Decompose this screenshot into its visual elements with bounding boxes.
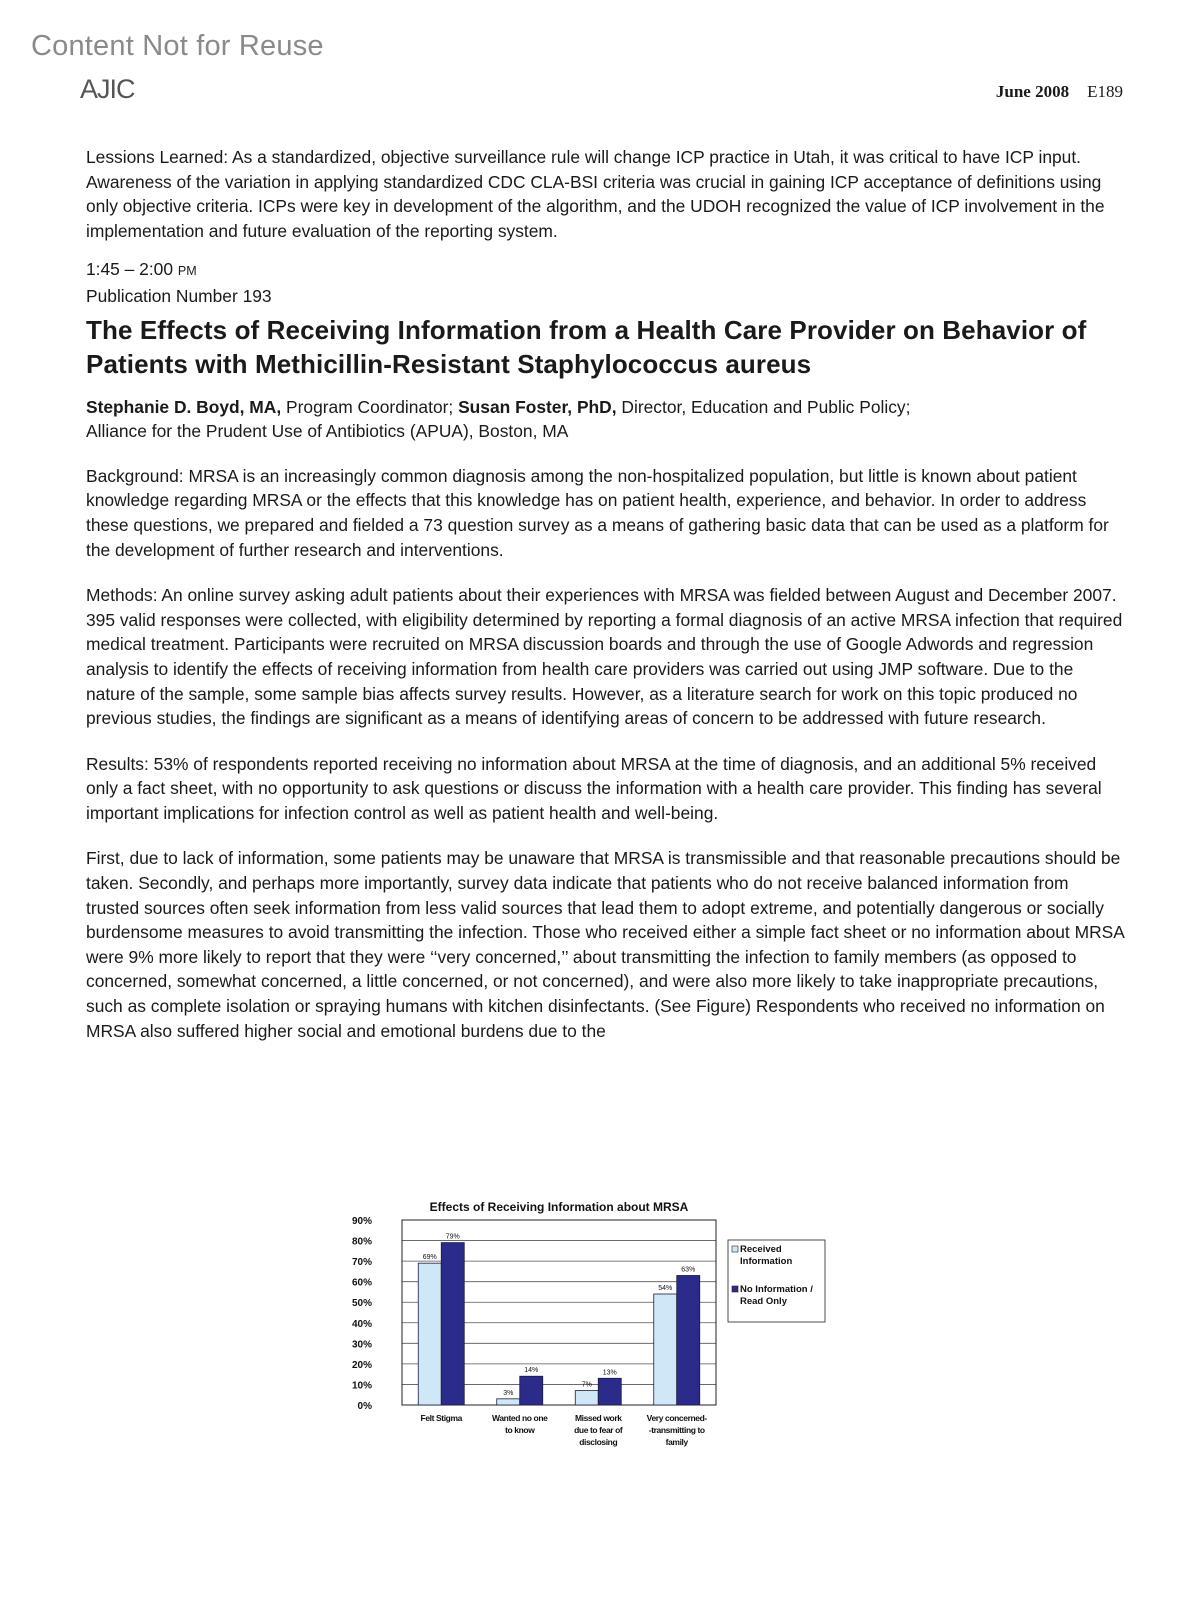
page-header bbox=[996, 82, 1123, 102]
data-label: 14% bbox=[524, 1367, 539, 1375]
x-category-label: Very concerned- bbox=[646, 1413, 707, 1423]
page-number: E189 bbox=[1087, 82, 1123, 101]
publication-number: Publication Number 193 bbox=[86, 285, 272, 306]
background-paragraph: Background: MRSA is an increasingly common diagnosis among the non-hospitalized population, but little is known about patient knowledge regarding MRSA or the effects that this knowledge has on patient health, experience, and behavior. In order to address these questions, we prepared and fielded a 73 question survey as a means of gathering basic data that can be used as a platform for the development of further research and interventions. bbox=[86, 465, 1109, 560]
data-label: 69% bbox=[422, 1254, 437, 1262]
x-category-label: Wanted no one bbox=[492, 1413, 548, 1423]
y-tick-label: 10% bbox=[351, 1380, 372, 1392]
data-label: 7% bbox=[581, 1381, 592, 1389]
bar-no-information bbox=[520, 1376, 543, 1405]
data-label: 54% bbox=[658, 1285, 673, 1292]
author-1-name: Stephanie D. Boyd, MA, bbox=[86, 396, 282, 417]
legend-label: No Information / bbox=[740, 1284, 813, 1295]
issue-date: June 2008 bbox=[995, 82, 1070, 101]
legend-label: Received bbox=[740, 1244, 782, 1255]
x-category-label: disclosing bbox=[579, 1437, 618, 1447]
y-tick-label: 0% bbox=[357, 1401, 372, 1412]
chart-title: Effects of Receiving Information about MRSA bbox=[429, 1200, 689, 1214]
chart-svg bbox=[340, 1182, 860, 1502]
bar-no-information bbox=[441, 1243, 464, 1405]
y-tick-label: 40% bbox=[351, 1318, 372, 1330]
y-tick-label: 80% bbox=[351, 1236, 372, 1248]
bar-received-information bbox=[575, 1391, 598, 1405]
y-tick-label: 30% bbox=[351, 1339, 372, 1351]
x-category-label: family bbox=[665, 1437, 688, 1447]
x-category-label: Missed work bbox=[574, 1413, 622, 1423]
data-label: 79% bbox=[445, 1233, 460, 1241]
legend-swatch bbox=[732, 1286, 738, 1292]
discussion-paragraph: First, due to lack of information, some patients may be unaware that MRSA is transmissible and that reasonable precautions should be taken. Secondly, and perhaps more importantly, survey data indicate that patients who do not receive balanced information from trusted sources often seek information from less valid sources that lead them to adopt extreme, and potentially dangerous or socially burdensome measures to avoid transmitting the infection. Those who received either a simple fact sheet or no information about MRSA were 9% more likely to report that they were ‘‘very concerned,’’ about transmitting the infection to family members (as opposed to concerned, somewhat concerned, a little concerned, or not concerned), and were also more likely to take inappropriate precautions, such as complete isolation or spraying humans with kitchen disinfectants. (See Figure) Respondents who received no information on MRSA also suffered higher social and emotional burdens due to the bbox=[86, 848, 1124, 1041]
bar-received-information bbox=[418, 1263, 441, 1405]
y-tick-label: 60% bbox=[351, 1277, 372, 1289]
time-range: 1:45 – 2:00 bbox=[86, 259, 174, 280]
author-2-role: Director, Education and Public Policy; bbox=[616, 396, 911, 417]
methods-paragraph: Methods: An online survey asking adult patients about their experiences with MRSA was fielded between August and December 2007. 395 valid responses were collected, with eligibility determined by reporting a formal diagnosis of an active MRSA infection that required medical treatment. Participants were recruited on MRSA discussion boards and through the use of Google Adwords and regression analysis to identify the effects of receiving information from health care providers was carried out using JMP software. Due to the nature of the sample, some sample bias affects survey results. However, as a literature search for work on this topic produced no previous studies, the findings are significant as a means of identifying areas of concern to be addressed with future research. bbox=[86, 585, 1123, 729]
authors bbox=[86, 395, 1126, 444]
author-2-name: Susan Foster, PhD, bbox=[458, 396, 617, 417]
affiliation: Alliance for the Prudent Use of Antibiotics (APUA), Boston, MA bbox=[86, 421, 569, 442]
results-paragraph: Results: 53% of respondents reported receiving no information about MRSA at the time of diagnosis, and an additional 5% received only a fact sheet, with no opportunity to ask questions or discuss the information with a health care provider. This finding has several important implications for infection control as well as patient health and well-being. bbox=[86, 753, 1102, 823]
legend-label: Read Only bbox=[740, 1296, 787, 1307]
journal-logo: AJIC bbox=[80, 74, 135, 104]
time-suffix: PM bbox=[177, 264, 197, 279]
article-body bbox=[86, 145, 1126, 1043]
x-category-label: due to fear of bbox=[574, 1425, 623, 1435]
data-label: 3% bbox=[503, 1389, 514, 1397]
data-label: 13% bbox=[602, 1369, 617, 1377]
article-title: The Effects of Receiving Information from a Health Care Provider on Behavior of Patients with Methicillin-Resistant Staphylococcus aureus bbox=[86, 314, 1087, 379]
bar-received-information bbox=[497, 1399, 520, 1405]
author-1-role: Program Coordinator; bbox=[281, 396, 459, 417]
legend-swatch bbox=[732, 1246, 738, 1252]
legend-label: Information bbox=[740, 1256, 793, 1267]
x-category-label: -transmitting to bbox=[648, 1425, 705, 1435]
bar-no-information bbox=[598, 1378, 621, 1405]
x-category-label: to know bbox=[505, 1425, 535, 1435]
y-tick-label: 50% bbox=[351, 1298, 372, 1310]
bar-received-information bbox=[654, 1294, 677, 1405]
x-category-label: Felt Stigma bbox=[420, 1413, 462, 1423]
bar-no-information bbox=[677, 1276, 700, 1406]
bar-chart bbox=[340, 1182, 860, 1502]
watermark: Content Not for Reuse bbox=[31, 30, 324, 62]
data-label: 63% bbox=[681, 1266, 696, 1274]
session-time bbox=[86, 257, 1126, 284]
lessons-learned: Lessions Learned: As a standardized, objective surveillance rule will change ICP practice in Utah, it was critical to have ICP input. Awareness of the variation in applying standardized CDC CLA-BSI criteria was crucial in gaining ICP acceptance of definitions using only objective criteria. ICPs were key in development of the algorithm, and the UDOH recognized the value of ICP involvement in the implementation and future evaluation of the reporting system. bbox=[86, 147, 1105, 241]
y-tick-label: 70% bbox=[351, 1257, 372, 1269]
y-tick-label: 90% bbox=[351, 1216, 372, 1227]
y-tick-label: 20% bbox=[351, 1359, 372, 1371]
